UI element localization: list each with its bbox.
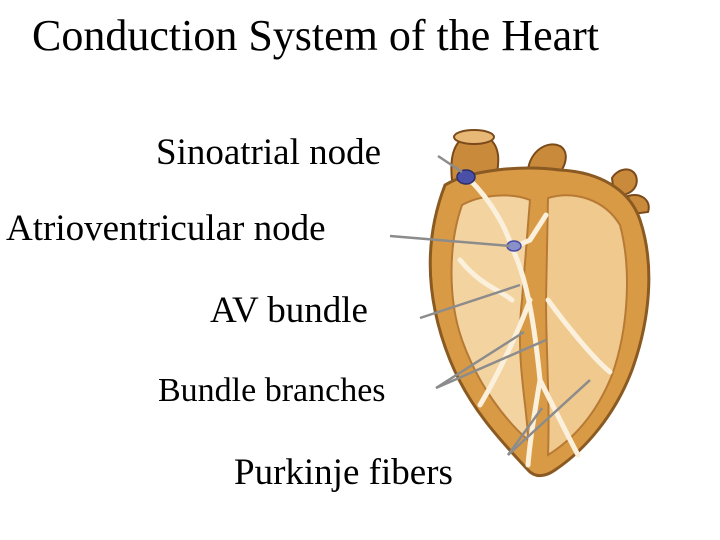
label-av-bundle: AV bundle [210, 290, 368, 331]
sinoatrial-node [457, 170, 475, 184]
page-title: Conduction System of the Heart [32, 11, 600, 60]
label-sinoatrial-node: Sinoatrial node [156, 132, 382, 173]
label-purkinje-fibers: Purkinje fibers [234, 452, 453, 493]
label-atrioventricular-node: Atrioventricular node [6, 208, 326, 249]
label-bundle-branches: Bundle branches [158, 372, 386, 409]
